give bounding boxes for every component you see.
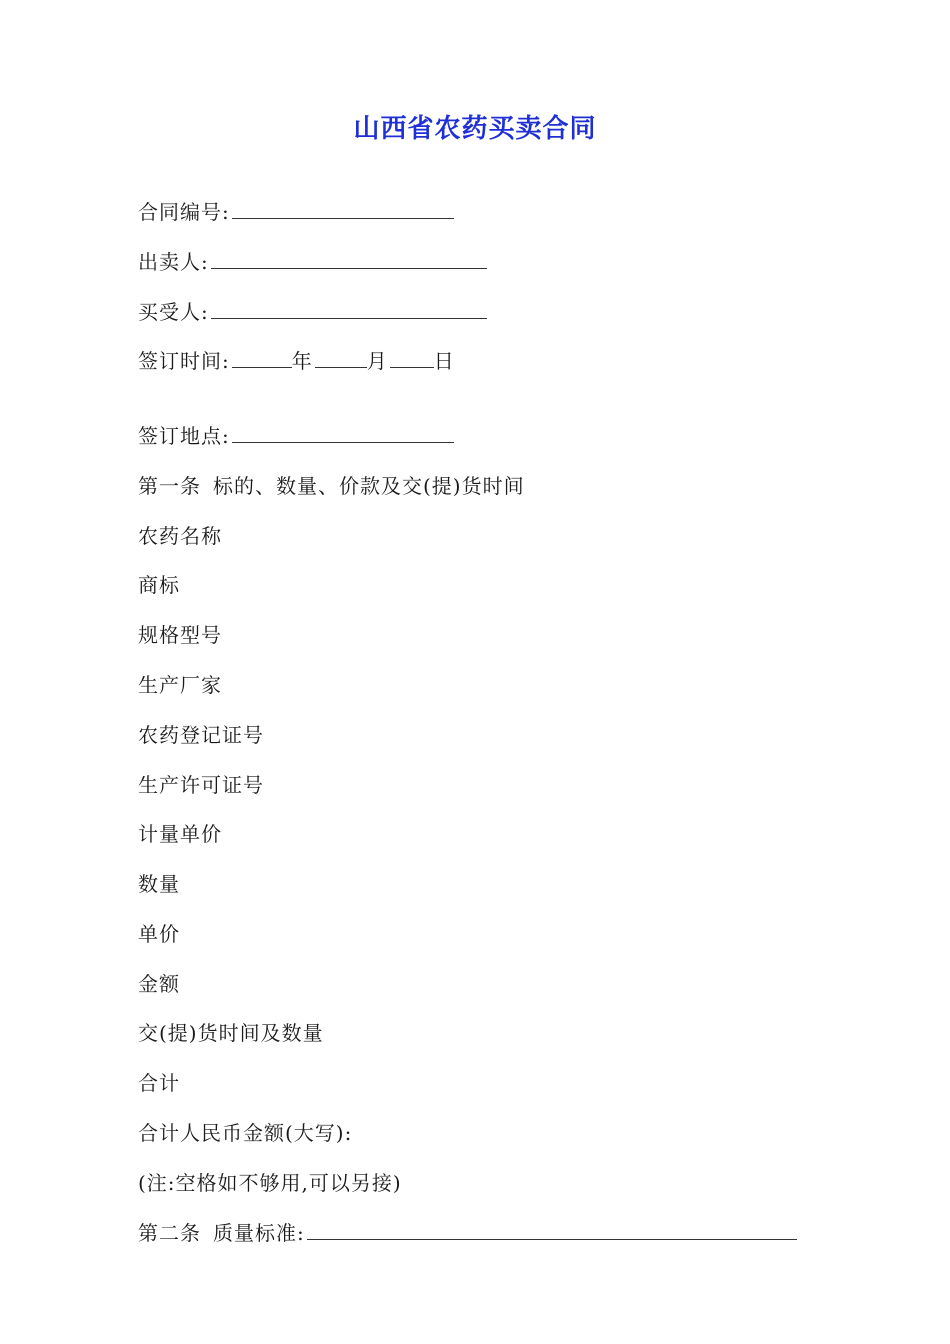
year-blank[interactable]: [232, 347, 292, 368]
sign-place-line: [138, 422, 454, 450]
month-label: 月: [366, 349, 388, 373]
article-1-title: 标的、数量、价款及交(提)货时间: [213, 474, 525, 498]
buyer-label: 买受人:: [138, 300, 209, 324]
item-total-rmb: 合计人民币金额(大写):: [138, 1121, 353, 1145]
day-blank[interactable]: [390, 347, 434, 368]
contract-number-label: 合同编号:: [138, 200, 230, 224]
sign-place-blank[interactable]: [232, 422, 454, 443]
seller-label: 出卖人:: [138, 250, 209, 274]
document-title: 山西省农药买卖合同: [353, 114, 597, 144]
seller-line: [138, 248, 487, 276]
item-unit-price: 单价: [138, 922, 180, 946]
contract-number-line: [138, 198, 454, 226]
item-note: (注:空格如不够用,可以另接): [138, 1171, 402, 1195]
quality-standard-blank[interactable]: [307, 1219, 797, 1240]
seller-blank[interactable]: [211, 248, 487, 269]
day-label: 日: [433, 349, 455, 373]
contract-number-blank[interactable]: [232, 198, 454, 219]
article-1-number: 第一条: [138, 474, 201, 498]
year-label: 年: [291, 349, 313, 373]
item-manufacturer: 生产厂家: [138, 673, 222, 697]
sign-time-line: [138, 347, 455, 375]
article-2-number: 第二条: [138, 1221, 201, 1245]
item-trademark: 商标: [138, 573, 180, 597]
item-quantity: 数量: [138, 872, 180, 896]
sign-time-label: 签订时间:: [138, 349, 230, 373]
article-2-heading: [138, 1219, 797, 1247]
item-pesticide-name: 农药名称: [138, 524, 222, 548]
sign-place-label: 签订地点:: [138, 424, 230, 448]
article-1-heading: [138, 472, 525, 500]
article-2-title: 质量标准:: [213, 1221, 305, 1245]
item-model: 规格型号: [138, 623, 222, 647]
item-unit-price-measure: 计量单价: [138, 822, 222, 846]
buyer-blank[interactable]: [211, 298, 487, 319]
item-total: 合计: [138, 1071, 180, 1095]
item-license-no: 生产许可证号: [138, 773, 264, 797]
item-delivery-time: 交(提)货时间及数量: [138, 1021, 324, 1045]
item-amount: 金额: [138, 972, 180, 996]
item-registration-no: 农药登记证号: [138, 723, 264, 747]
month-blank[interactable]: [315, 347, 367, 368]
buyer-line: [138, 298, 487, 326]
